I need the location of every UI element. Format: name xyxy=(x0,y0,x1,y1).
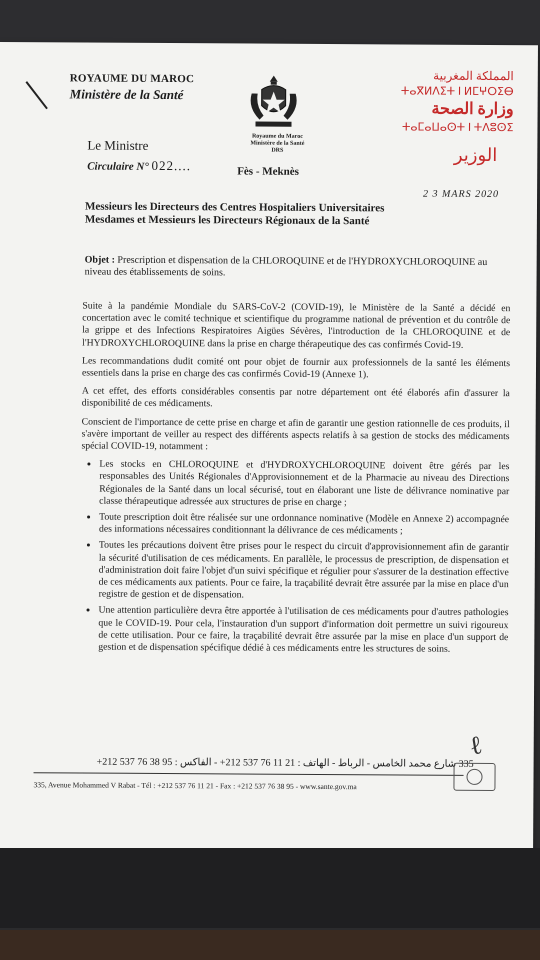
background-top xyxy=(0,0,540,48)
footer-arabic: 335 شارع محمد الخامس - الرباط - الهاتف : 21 11 76 537 212+ - الفاكس : 95 38 76 537 212+ xyxy=(96,756,474,770)
tifinagh-ministry: ⵜⴰⵎⴰⵡⴰⵙⵜ ⵏ ⵜⴷⵓⵙⵉ xyxy=(401,121,514,135)
addressee-line: Messieurs les Directeurs des Centres Hospitaliers Universitaires xyxy=(84,200,385,215)
header-left xyxy=(70,72,195,103)
arabic-ministry: وزارة الصحة xyxy=(431,100,514,119)
subject-line xyxy=(85,255,495,282)
signature-mark: ℓ xyxy=(467,730,485,761)
letter-body xyxy=(80,301,510,661)
addressees xyxy=(85,201,485,229)
kingdom-label: ROYAUME DU MAROC xyxy=(69,72,195,86)
paragraph: Conscient de l'importance de cette prise en charge et afin de garantir une gestion rationnelle de ces produits, il s'avère important de veiller au respect des différents aspects relatifs à sa gestion de stocks des médicaments spécial COVID-19, notamment : xyxy=(81,416,510,453)
stamp-icon xyxy=(453,763,495,791)
document-page xyxy=(0,42,538,853)
addressee-line: Mesdames et Messieurs les Directeurs Régionaux de la Santé xyxy=(84,213,370,228)
background-bottom xyxy=(0,848,540,928)
pen-mark xyxy=(25,81,47,109)
tifinagh-kingdom: ⵜⴰⴳⵍⴷⵉⵜ ⵏ ⵍⵎⵖⵔⵉⴱ xyxy=(400,85,514,99)
circular-number: Circulaire N° 022.... xyxy=(87,157,192,174)
emblem-caption: Royaume du Maroc Ministère de la Santé DRS xyxy=(250,133,305,154)
royal-emblem-icon xyxy=(243,71,303,131)
paragraph: Les recommandations dudit comité ont pour objet de fournir aux professionnels de la santé les éléments essentiels dans la prise en charge des cas confirmés Covid-19 (Annexe 1). xyxy=(81,355,511,381)
arabic-kingdom: المملكة المغربية xyxy=(433,68,514,84)
footer-divider xyxy=(34,772,464,776)
paragraph: A cet effet, des efforts considérables consentis par notre département ont été élaborés afin d'assurer la disponibilité de ces médicaments. xyxy=(81,385,510,410)
list-item: • Toute prescription doit être réalisée sur une ordonnance nominative (Modèle en Annexe 2) accompagnée des informations nécessaires conditionnant la délivrance de ces médicaments ; xyxy=(99,512,509,539)
minister-title: Le Ministre xyxy=(87,137,149,153)
arabic-minister: الوزير xyxy=(453,144,498,166)
list-item: • Une attention particulière devra être apportée à l'utilisation de ces médicaments pour d'autres pathologies que le COVID-19. Pour cela, l'instauration d'un support d'information doit permettre un suivi rigoureux de cette utilisation. Pour ce faire, la traçabilité devrait être assurée par la mise en place d'un support de gestion et de dispensation spécifique dédié à ces médicaments entre les structures de soins. xyxy=(98,605,508,656)
footer-address: 335, Avenue Mohammed V Rabat - Tél : +212 537 76 11 21 - Fax : +212 537 76 38 95 - www.sante.gov.ma xyxy=(33,780,357,792)
date-stamp: 2 3 MARS 2020 xyxy=(422,188,500,201)
subject-text: Prescription et dispensation de la CHLOROQUINE et de l'HYDROXYCHLOROQUINE au niveau des établissements de soins. xyxy=(84,254,488,279)
paragraph: Suite à la pandémie Mondiale du SARS-CoV-2 (COVID-19), le Ministère de la Santé a décidé en concertation avec le comité technique et scientifique du programme national de prévention et du contrôle de la grippe et des Infections Respiratoires Aigües Sévères, l'introduction de la CHLOROQUINE et de l'HYDROXYCHLOROQUINE dans la prise en charge thérapeutique des cas confirmés Covid-19. xyxy=(82,300,511,351)
region-label: Fès - Meknès xyxy=(237,165,299,178)
subject-label: Objet : xyxy=(84,254,115,266)
list-item: • Les stocks en CHLOROQUINE et d'HYDROXYCHLOROQUINE doivent être gérés par les responsables des Unités Régionales d'Approvisionnement et de la Pharmacie au niveau des Directions Régionales de la Santé dans un local sécurisé, tout en élaborant une liste de délivrance nominative par classe thérapeutique adressée aux structures de prise en charge ; xyxy=(99,459,509,510)
ministry-label: Ministère de la Santé xyxy=(69,86,184,103)
bullet-list xyxy=(80,459,509,657)
list-item: • Toutes les précautions doivent être prises pour le respect du circuit d'approvisionnement afin de garantir la sécurité d'utilisation de ces médicaments. En parallèle, le processus de prescription, de dispensation et d'administration doit faire l'objet d'un suivi spécifique et régulier pour s'assurer de la destination effective de ces médicaments aux patients. Pour ce faire, la traçabilité devrait être assurée par la mise en place d'un registre de gestion et de dispensation. xyxy=(99,540,509,604)
table-edge xyxy=(0,930,540,960)
